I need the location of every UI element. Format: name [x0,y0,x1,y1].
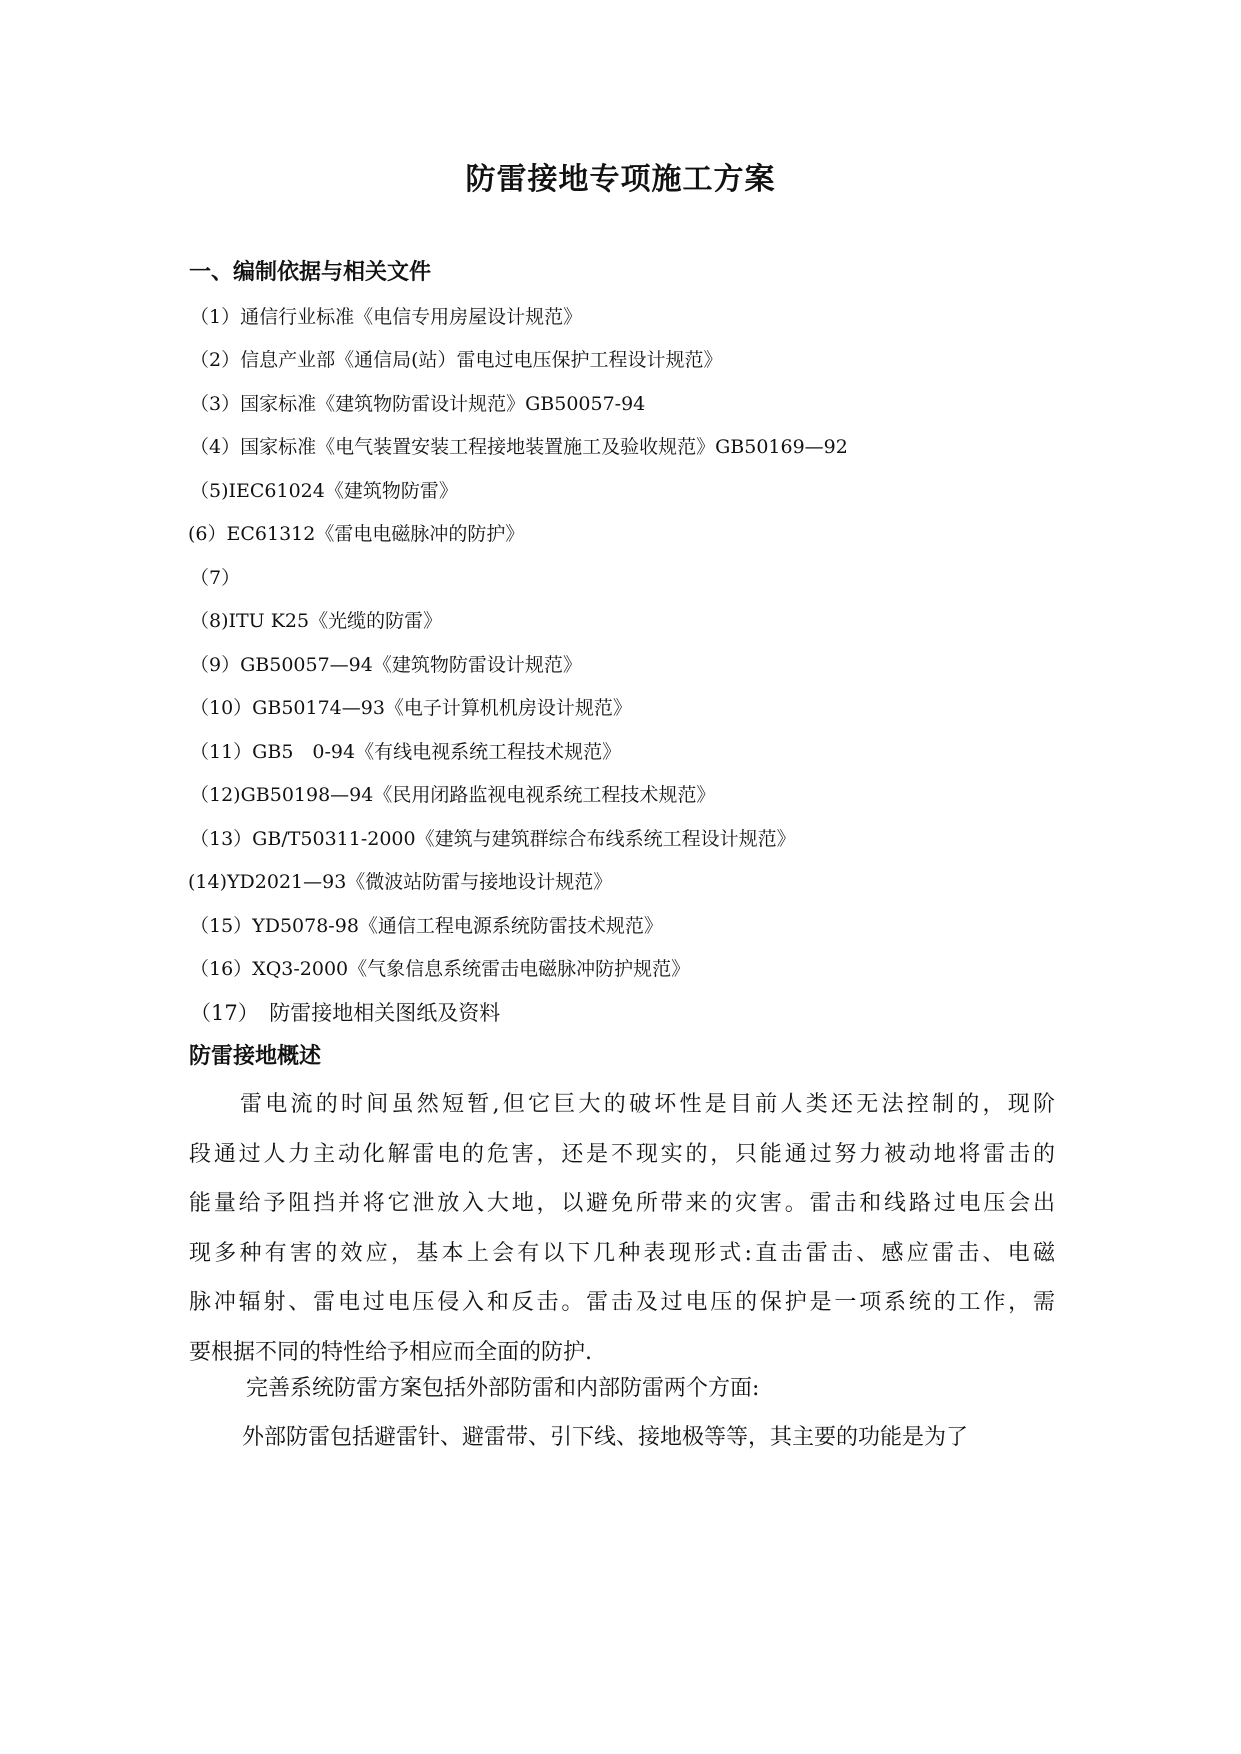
protection-summary-line: 完善系统防雷方案包括外部防雷和内部防雷两个方面: [246,1376,760,1401]
section-heading-overview: 防雷接地概述 [189,1044,322,1069]
reference-item-13: （13）GB/T50311-2000《建筑与建筑群综合布线系统工程设计规范》 [190,828,796,850]
reference-item-14: (14)YD2021—93《微波站防雷与接地设计规范》 [188,871,613,893]
document-title: 防雷接地专项施工方案 [465,162,776,197]
reference-item-2: （2）信息产业部《通信局(站）雷电过电压保护工程设计规范》 [190,349,723,371]
paragraph-line: 要根据不同的特性给予相应而全面的防护. [189,1339,592,1365]
reference-item-5: （5)IEC61024《建筑物防雷》 [190,480,458,502]
paragraph-line: 现多种有害的效应，基本上会有以下几种表现形式:直击雷击、感应雷击、电磁 [189,1240,1055,1266]
reference-item-16: （16）XQ3-2000《气象信息系统雷击电磁脉冲防护规范》 [190,958,691,980]
reference-item-7: （7） [190,567,241,589]
paragraph-line: 雷电流的时间虽然短暂,但它巨大的破坏性是目前人类还无法控制的，现阶 [240,1092,1055,1117]
paragraph-line: 段通过人力主动化解雷电的危害，还是不现实的，只能通过努力被动地将雷击的 [189,1141,1055,1167]
reference-item-3: （3）国家标准《建筑物防雷设计规范》GB50057-94 [190,393,646,415]
paragraph-line: 脉冲辐射、雷电过电压侵入和反击。雷击及过电压的保护是一项系统的工作，需 [189,1290,1055,1315]
reference-item-10: （10）GB50174—93《电子计算机机房设计规范》 [190,697,632,719]
reference-item-4: （4）国家标准《电气装置安装工程接地装置施工及验收规范》GB50169—92 [190,436,848,458]
reference-item-8: （8)ITU K25《光缆的防雷》 [190,610,443,632]
reference-item-17: （17） 防雷接地相关图纸及资料 [190,1001,501,1025]
reference-item-15: （15）YD5078-98《通信工程电源系统防雷技术规范》 [190,915,663,937]
external-protection-line: 外部防雷包括避雷针、避雷带、引下线、接地极等等，其主要的功能是为了 [242,1425,969,1450]
reference-item-1: （1）通信行业标准《电信专用房屋设计规范》 [190,306,583,328]
overview-paragraph [189,1080,1055,1377]
reference-item-9: （9）GB50057—94《建筑物防雷设计规范》 [190,654,582,676]
reference-item-12: （12)GB50198—94《民用闭路监视电视系统工程技术规范》 [190,784,716,806]
reference-item-11: （11）GB5 0-94《有线电视系统工程技术规范》 [190,741,622,763]
section-heading-basis: 一、编制依据与相关文件 [189,260,432,285]
paragraph-line: 能量给予阻挡并将它泄放入大地，以避免所带来的灾害。雷击和线路过电压会出 [189,1191,1055,1216]
reference-item-6: (6）EC61312《雷电电磁脉冲的防护》 [188,523,525,545]
